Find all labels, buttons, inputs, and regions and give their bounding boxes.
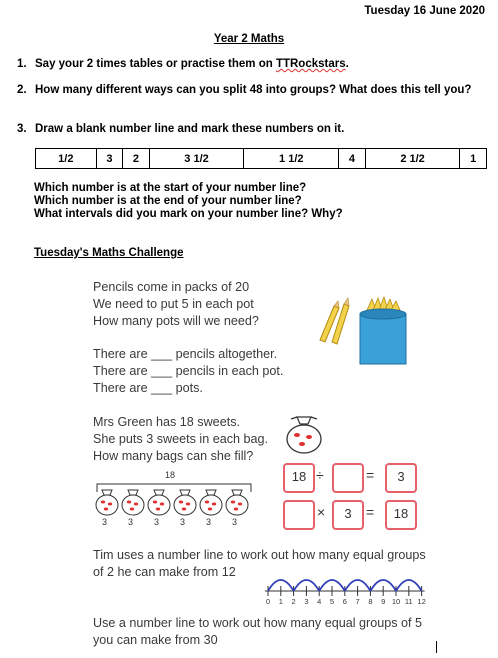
equation-box[interactable]: 18 (283, 463, 315, 493)
problem-line: How many bags can she fill? (93, 449, 254, 463)
problem-line: Tim uses a number line to work out how many equal groups (93, 548, 426, 562)
problem-line: Use a number line to work out how many equal groups of 5 (93, 616, 423, 630)
number-cell: 2 (123, 149, 150, 169)
bag-label: 3 (154, 517, 160, 527)
bag-label: 3 (206, 517, 212, 527)
last-problem (93, 615, 422, 649)
equation-box-blank[interactable] (283, 500, 315, 530)
tick-label: 3 (304, 597, 309, 605)
sweet-bags-row (94, 487, 254, 517)
multiply-symbol: × (317, 504, 326, 520)
equation-box[interactable]: 3 (385, 463, 417, 493)
tick-label: 5 (329, 597, 335, 605)
bag-label: 3 (128, 517, 134, 527)
tick-label: 8 (368, 597, 373, 605)
sweets-problem (93, 414, 268, 465)
page-title: Year 2 Maths (213, 33, 285, 45)
sweet-bag-icon (200, 490, 222, 515)
bar-total-label: 18 (165, 470, 176, 480)
question-number: 2. (17, 84, 27, 96)
bag-labels (94, 517, 254, 529)
bag-label: 3 (232, 517, 238, 527)
number-cell: 3 (96, 149, 123, 169)
divide-symbol: ÷ (316, 467, 324, 483)
tick-label: 9 (381, 597, 386, 605)
equation-box-blank[interactable] (332, 463, 364, 493)
problem-line: She puts 3 sweets in each bag. (93, 432, 269, 446)
problem-line: Mrs Green has 18 sweets. (93, 415, 240, 429)
challenge-title: Tuesday's Maths Challenge (34, 247, 184, 259)
tick-label: 7 (355, 597, 360, 605)
number-cell: 1 (460, 149, 487, 169)
bag-label: 3 (180, 517, 186, 527)
number-line-marks (265, 580, 426, 605)
problem-line: of 2 he can make from 12 (93, 565, 236, 579)
tick-label: 11 (404, 597, 413, 605)
question-1 (17, 58, 349, 70)
date: Tuesday 16 June 2020 (364, 5, 485, 17)
question-2 (17, 84, 471, 96)
number-cell: 4 (339, 149, 366, 169)
problem-line: We need to put 5 in each pot (93, 297, 254, 311)
problem-line: How many pots will we need? (93, 314, 259, 328)
number-table (35, 148, 487, 169)
number-line (262, 567, 428, 605)
equation-box[interactable]: 3 (332, 500, 364, 530)
text-cursor (436, 641, 437, 653)
problem-line: Pencils come in packs of 20 (93, 280, 250, 294)
question-number: 3. (17, 123, 27, 135)
tick-label: 1 (278, 597, 283, 605)
pencils-problem (93, 279, 259, 330)
blank-line: There are ___ pencils altogether. (93, 347, 278, 361)
tick-label: 4 (317, 597, 322, 605)
pencils-illustration (310, 296, 420, 368)
question-number: 1. (17, 58, 27, 70)
pencil-pot-icon (360, 297, 406, 364)
sweet-bag-icon (283, 411, 325, 455)
sweet-bag-icon (226, 490, 248, 515)
sweet-bags (96, 490, 248, 515)
follow-up-question: Which number is at the start of your number line? (34, 182, 307, 194)
pencils-blanks (93, 346, 283, 397)
tick-label: 0 (265, 597, 271, 605)
blank-line: There are ___ pencils in each pot. (93, 364, 284, 378)
number-cell: 2 1/2 (365, 149, 460, 169)
tick-label: 2 (291, 597, 296, 605)
sweet-bag-icon (122, 490, 144, 515)
tick-label: 10 (391, 597, 401, 605)
blank-line: There are ___ pots. (93, 381, 203, 395)
question-text: Say your 2 times tables or practise them on (35, 58, 276, 70)
equals-symbol: = (366, 504, 375, 520)
question-3 (17, 123, 344, 135)
equation-box[interactable]: 18 (385, 500, 417, 530)
question-text: Draw a blank number line and mark these numbers on it. (35, 123, 345, 135)
ttrockstars-text: TTRockstars (275, 58, 346, 70)
sweet-bag-icon (96, 490, 118, 515)
bag-label: 3 (102, 517, 108, 527)
tick-label: 6 (342, 597, 347, 605)
sweet-bag-icon (174, 490, 196, 515)
sweet-bag-icon (148, 490, 170, 515)
number-row (36, 149, 487, 169)
question-text-end: . (345, 58, 349, 70)
number-cell: 1/2 (36, 149, 97, 169)
problem-line: you can make from 30 (93, 633, 218, 647)
follow-up-question: Which number is at the end of your number line? (34, 195, 302, 207)
equals-symbol: = (366, 467, 375, 483)
follow-up-question: What intervals did you mark on your number line? Why? (34, 208, 343, 220)
tick-label: 12 (417, 597, 426, 605)
number-cell: 3 1/2 (149, 149, 244, 169)
number-cell: 1 1/2 (244, 149, 339, 169)
question-text: How many different ways can you split 48 into groups? What does this tell you? (35, 84, 472, 96)
